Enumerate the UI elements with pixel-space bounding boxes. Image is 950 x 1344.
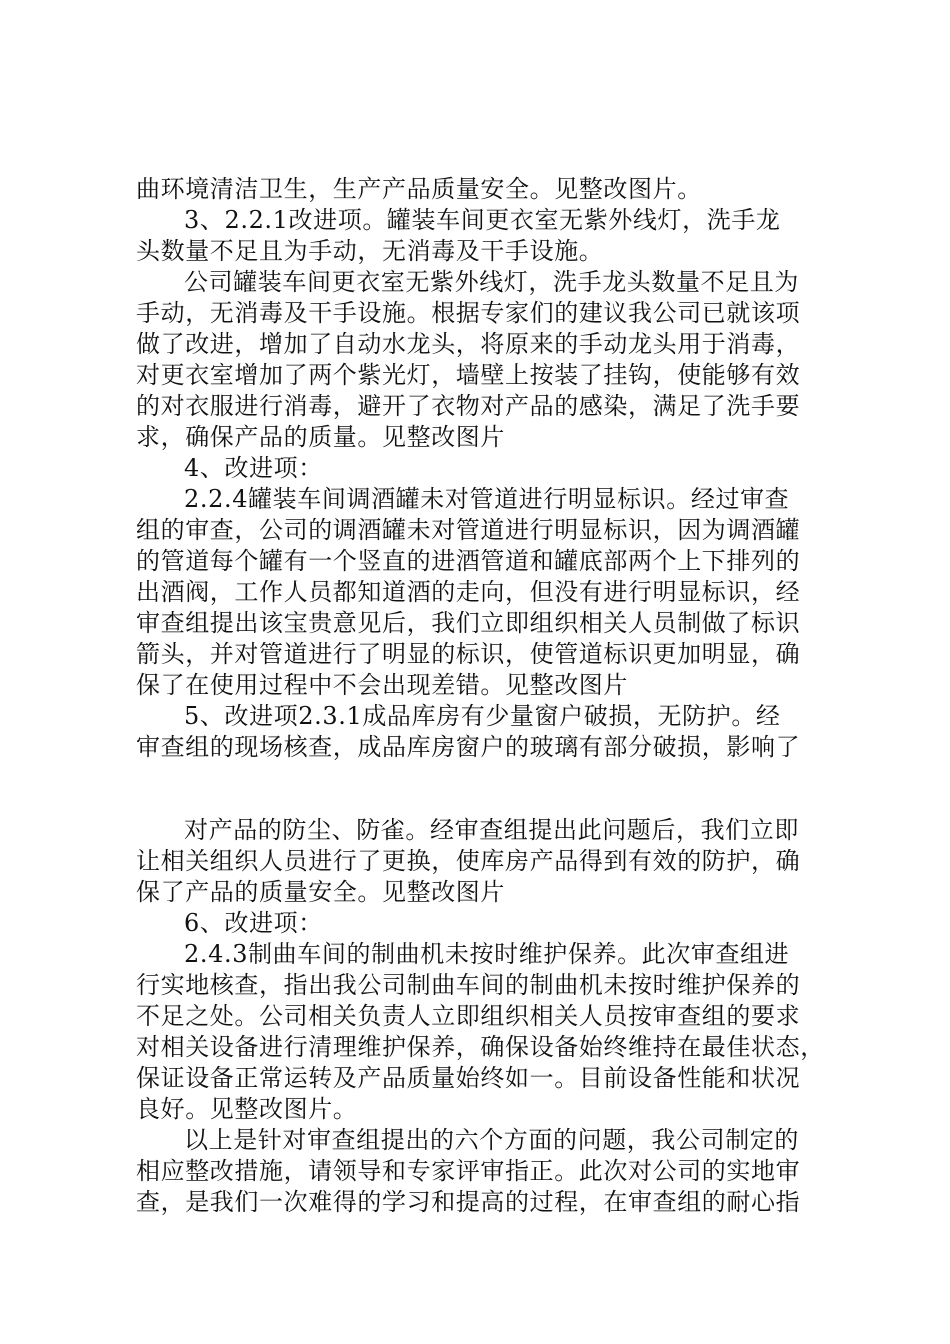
text-line: 行实地核查，指出我公司制曲车间的制曲机未按时维护保养的 <box>136 971 801 999</box>
text-line: 求，确保产品的质量。见整改图片 <box>136 423 505 451</box>
text-line: 审查组提出该宝贵意见后，我们立即组织相关人员制做了标识 <box>136 609 801 637</box>
text-line: 查，是我们一次难得的学习和提高的过程，在审查组的耐心指 <box>136 1188 801 1216</box>
text-line: 良好。见整改图片。 <box>136 1095 358 1123</box>
text-line: 对相关设备进行清理维护保养，确保设备始终维持在最佳状态， <box>136 1033 825 1061</box>
text-line: 相应整改措施，请领导和专家评审指正。此次对公司的实地审 <box>136 1157 801 1185</box>
text-line: 头数量不足且为手动，无消毒及干手设施。 <box>136 237 604 265</box>
text-line: 对产品的防尘、防雀。经审查组提出此问题后，我们立即 <box>184 816 799 844</box>
text-line: 5、改进项2.3.1成品库房有少量窗户破损，无防护。经 <box>184 702 781 730</box>
text-line: 保证设备正常运转及产品质量始终如一。目前设备性能和状况 <box>136 1064 801 1092</box>
text-line: 不足之处。公司相关负责人立即组织相关人员按审查组的要求 <box>136 1002 801 1030</box>
text-line: 的对衣服进行消毒，避开了衣物对产品的感染，满足了洗手要 <box>136 392 801 420</box>
text-line: 2.4.3制曲车间的制曲机未按时维护保养。此次审查组进 <box>184 940 790 968</box>
text-line: 公司罐装车间更衣室无紫外线灯，洗手龙头数量不足且为 <box>184 268 799 296</box>
text-line: 曲环境清洁卫生，生产产品质量安全。见整改图片。 <box>136 175 702 203</box>
text-line: 以上是针对审查组提出的六个方面的问题，我公司制定的 <box>184 1126 799 1154</box>
text-line: 出酒阀，工作人员都知道酒的走向，但没有进行明显标识，经 <box>136 578 801 606</box>
text-line: 2.2.4罐装车间调酒罐未对管道进行明显标识。经过审查 <box>184 485 790 513</box>
text-line: 审查组的现场核查，成品库房窗户的玻璃有部分破损，影响了 <box>136 733 801 761</box>
text-line: 保了产品的质量安全。见整改图片 <box>136 878 505 906</box>
text-line: 的管道每个罐有一个竖直的进酒管道和罐底部两个上下排列的 <box>136 547 801 575</box>
text-line: 做了改进，增加了自动水龙头，将原来的手动龙头用于消毒， <box>136 330 801 358</box>
text-line: 对更衣室增加了两个紫光灯，墙壁上按装了挂钩，使能够有效 <box>136 361 801 389</box>
text-line: 箭头，并对管道进行了明显的标识，使管道标识更加明显，确 <box>136 640 801 668</box>
text-line: 3、2.2.1改进项。罐装车间更衣室无紫外线灯，洗手龙 <box>184 206 781 234</box>
text-line: 4、改进项： <box>184 454 323 482</box>
text-line: 保了在使用过程中不会出现差错。见整改图片 <box>136 671 628 699</box>
text-line: 让相关组织人员进行了更换，使库房产品得到有效的防护，确 <box>136 847 801 875</box>
text-line: 6、改进项： <box>184 909 323 937</box>
text-line: 组的审查，公司的调酒罐未对管道进行明显标识，因为调酒罐 <box>136 516 801 544</box>
text-line: 手动，无消毒及干手设施。根据专家们的建议我公司已就该项 <box>136 299 801 327</box>
